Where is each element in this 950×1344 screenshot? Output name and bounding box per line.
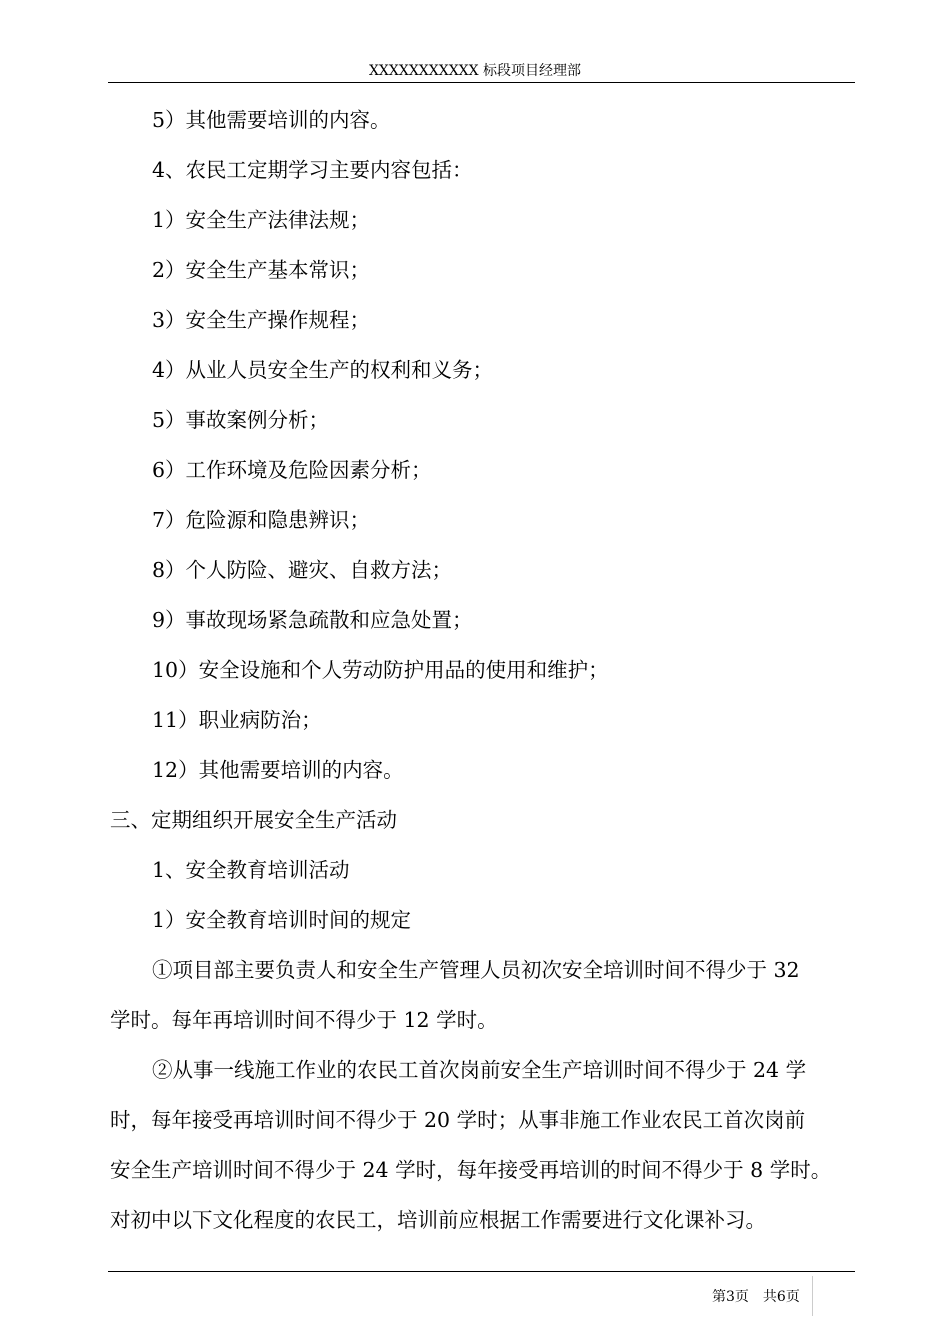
document-body	[110, 95, 855, 1245]
paragraph-line: 9）事故现场紧急疏散和应急处置；	[152, 608, 473, 632]
paragraph-line: 6）工作环境及危险因素分析；	[152, 458, 432, 482]
header-title: XXXXXXXXXXX 标段项目经理部	[368, 63, 582, 79]
paragraph-line: 4）从业人员安全生产的权利和义务；	[152, 358, 494, 382]
paragraph-line: ①项目部主要负责人和安全生产管理人员初次安全培训时间不得少于 32	[152, 958, 800, 982]
paragraph-line: 10）安全设施和个人劳动防护用品的使用和维护；	[152, 658, 609, 682]
paragraph-line: 11）职业病防治；	[152, 708, 322, 732]
paragraph-line: ②从事一线施工作业的农民工首次岗前安全生产培训时间不得少于 24 学	[152, 1058, 807, 1082]
paragraph-line: 1）安全生产法律法规；	[152, 208, 371, 232]
paragraph-line: 1）安全教育培训时间的规定	[152, 908, 412, 932]
footer-divider	[108, 1271, 855, 1272]
paragraph-line: 8）个人防险、避灾、自救方法；	[152, 558, 453, 582]
paragraph-line: 学时。每年再培训时间不得少于 12 学时。	[110, 1008, 498, 1032]
paragraph-line: 12）其他需要培训的内容。	[152, 758, 404, 782]
paragraph-line: 3）安全生产操作规程；	[152, 308, 371, 332]
current-page: 第3页	[712, 1289, 749, 1305]
paragraph-line: 1、安全教育培训活动	[152, 858, 350, 882]
paragraph-line: 2）安全生产基本常识；	[152, 258, 371, 282]
paragraph-line: 三、定期组织开展安全生产活动	[110, 808, 397, 832]
paragraph-line: 7）危险源和隐患辨识；	[152, 508, 371, 532]
header-divider	[108, 82, 855, 83]
page-number	[712, 1288, 814, 1306]
paragraph-line: 安全生产培训时间不得少于 24 学时，每年接受再培训的时间不得少于 8 学时。	[110, 1158, 832, 1182]
paragraph-line: 5）事故案例分析；	[152, 408, 330, 432]
total-pages: 共6页	[762, 1289, 800, 1305]
paragraph-line: 时，每年接受再培训时间不得少于 20 学时；从事非施工作业农民工首次岗前	[110, 1108, 806, 1132]
paragraph-line: 5）其他需要培训的内容。	[152, 108, 391, 132]
paragraph-line: 对初中以下文化程度的农民工，培训前应根据工作需要进行文化课补习。	[110, 1208, 766, 1232]
paragraph-line: 4、农民工定期学习主要内容包括：	[152, 158, 473, 182]
